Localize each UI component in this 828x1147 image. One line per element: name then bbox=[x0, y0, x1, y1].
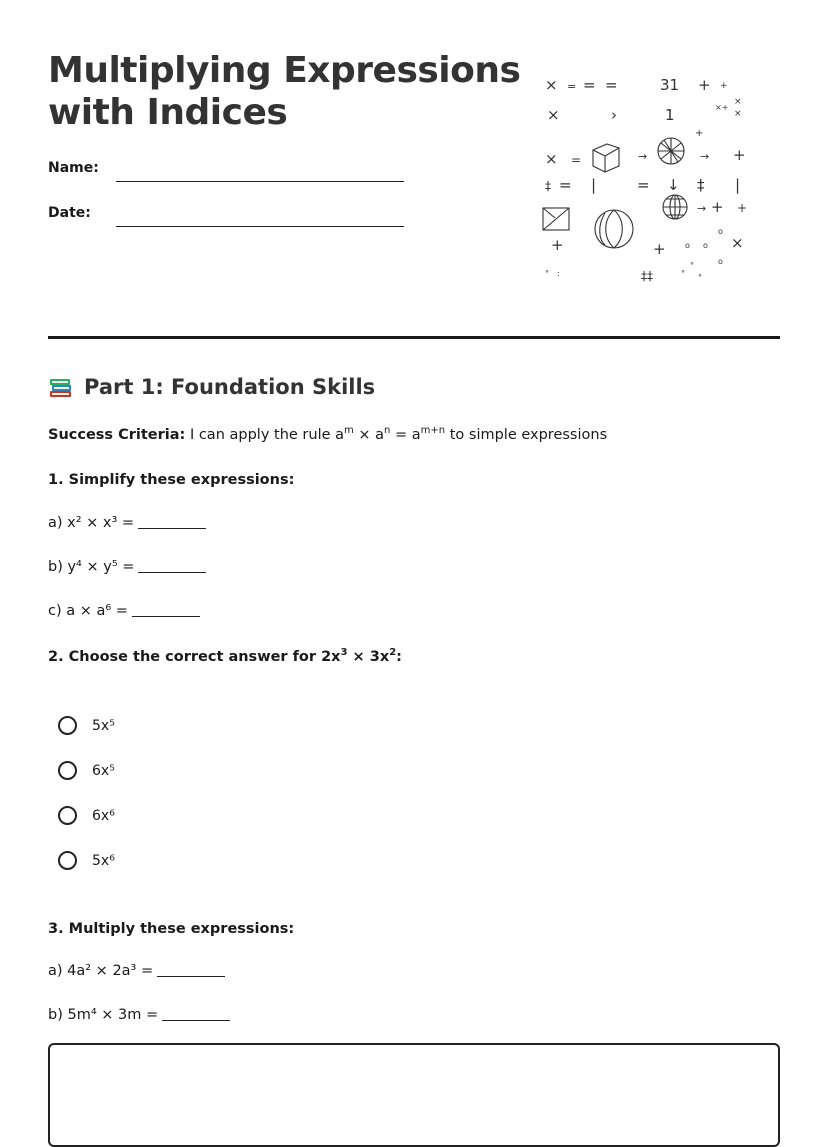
q1-item-a: a) x² × x³ = bbox=[48, 515, 206, 531]
svg-text:+: + bbox=[720, 81, 728, 91]
svg-text:o: o bbox=[718, 227, 723, 236]
svg-text:+: + bbox=[733, 146, 746, 164]
date-field[interactable] bbox=[116, 226, 404, 227]
page-title bbox=[48, 50, 520, 134]
svg-text:=: = bbox=[559, 176, 572, 194]
part1-title: Part 1: Foundation Skills bbox=[84, 375, 376, 399]
svg-text:×: × bbox=[545, 76, 558, 94]
svg-text:°: ° bbox=[698, 273, 702, 282]
svg-text:°: ° bbox=[681, 269, 685, 278]
radio-button[interactable] bbox=[58, 716, 77, 735]
svg-text:+: + bbox=[551, 236, 564, 254]
answer-blank[interactable] bbox=[138, 560, 206, 573]
section-divider bbox=[48, 336, 780, 339]
svg-text:‡: ‡ bbox=[545, 179, 551, 193]
q3-heading: 3. Multiply these expressions: bbox=[48, 921, 295, 937]
svg-text:×: × bbox=[547, 106, 560, 124]
criteria-text-1: I can apply the rule a bbox=[185, 427, 345, 443]
q1-item-c: c) a × a⁶ = bbox=[48, 603, 200, 619]
name-label: Name: bbox=[48, 160, 99, 176]
success-criteria: Success Criteria: I can apply the rule $a^m \times a^n = a^{m+n}$ to simple expressions bbox=[48, 425, 608, 443]
svg-text:=: = bbox=[583, 76, 596, 94]
books-icon bbox=[48, 374, 74, 400]
q2-option-a[interactable]: 5x⁵ bbox=[58, 716, 115, 735]
title-line-1: Multiplying Expressions bbox=[48, 50, 521, 91]
svg-text:+: + bbox=[711, 198, 724, 216]
criteria-label: Success Criteria: bbox=[48, 427, 186, 443]
q2-option-c[interactable]: 6x⁶ bbox=[58, 806, 115, 825]
svg-text:1: 1 bbox=[665, 106, 675, 124]
q2-option-b[interactable]: 6x⁵ bbox=[58, 761, 115, 780]
svg-text:°: ° bbox=[690, 261, 694, 270]
q3-item-a: a) 4a² × 2a³ = bbox=[48, 963, 225, 979]
svg-text:‡: ‡ bbox=[697, 176, 705, 194]
working-out-box[interactable] bbox=[48, 1043, 780, 1147]
q3-item-b: b) 5m⁴ × 3m = bbox=[48, 1007, 230, 1023]
svg-text:=: = bbox=[567, 80, 577, 93]
radio-button[interactable] bbox=[58, 806, 77, 825]
svg-text:×: × bbox=[734, 97, 742, 107]
svg-text:›: › bbox=[611, 106, 617, 124]
svg-text:|: | bbox=[735, 176, 741, 194]
radio-button[interactable] bbox=[58, 761, 77, 780]
svg-text:|: | bbox=[591, 176, 597, 194]
svg-text:+: + bbox=[698, 76, 711, 94]
svg-text:+: + bbox=[653, 240, 666, 258]
part1-heading bbox=[48, 374, 375, 400]
svg-text:+: + bbox=[695, 128, 704, 139]
svg-text:→: → bbox=[697, 202, 707, 215]
title-line-2: with Indices bbox=[48, 92, 288, 133]
date-label: Date: bbox=[48, 205, 91, 221]
q2-option-d[interactable]: 5x⁶ bbox=[58, 851, 115, 870]
answer-blank[interactable] bbox=[132, 604, 200, 617]
svg-text:°: ° bbox=[545, 269, 549, 278]
svg-text:o: o bbox=[703, 241, 708, 250]
svg-text:+: + bbox=[737, 201, 748, 215]
criteria-text-2: to simple expressions bbox=[445, 427, 608, 443]
svg-text:31: 31 bbox=[660, 76, 680, 94]
math-symbols-illustration bbox=[535, 68, 760, 293]
svg-text::: : bbox=[557, 269, 560, 278]
svg-text:→: → bbox=[700, 150, 710, 163]
svg-text:×: × bbox=[731, 234, 744, 252]
q2-heading: 2. Choose the correct answer for $2x^3 \times 3x^2$: bbox=[48, 647, 402, 665]
svg-text:=: = bbox=[605, 76, 618, 94]
answer-blank[interactable] bbox=[157, 964, 225, 977]
svg-text:o: o bbox=[718, 257, 723, 266]
svg-text:×: × bbox=[545, 150, 558, 168]
radio-button[interactable] bbox=[58, 851, 77, 870]
svg-text:↓: ↓ bbox=[667, 176, 680, 194]
answer-blank[interactable] bbox=[138, 516, 206, 529]
q1-heading: 1. Simplify these expressions: bbox=[48, 472, 295, 488]
answer-blank[interactable] bbox=[162, 1008, 230, 1021]
svg-text:×+: ×+ bbox=[715, 103, 729, 112]
svg-text:o: o bbox=[685, 241, 690, 250]
svg-text:‡‡: ‡‡ bbox=[641, 269, 653, 283]
svg-text:×: × bbox=[734, 109, 742, 119]
q1-item-b: b) y⁴ × y⁵ = bbox=[48, 559, 206, 575]
name-field[interactable] bbox=[116, 181, 404, 182]
svg-text:=: = bbox=[637, 176, 650, 194]
svg-text:=: = bbox=[571, 153, 582, 167]
svg-text:→: → bbox=[638, 150, 648, 163]
